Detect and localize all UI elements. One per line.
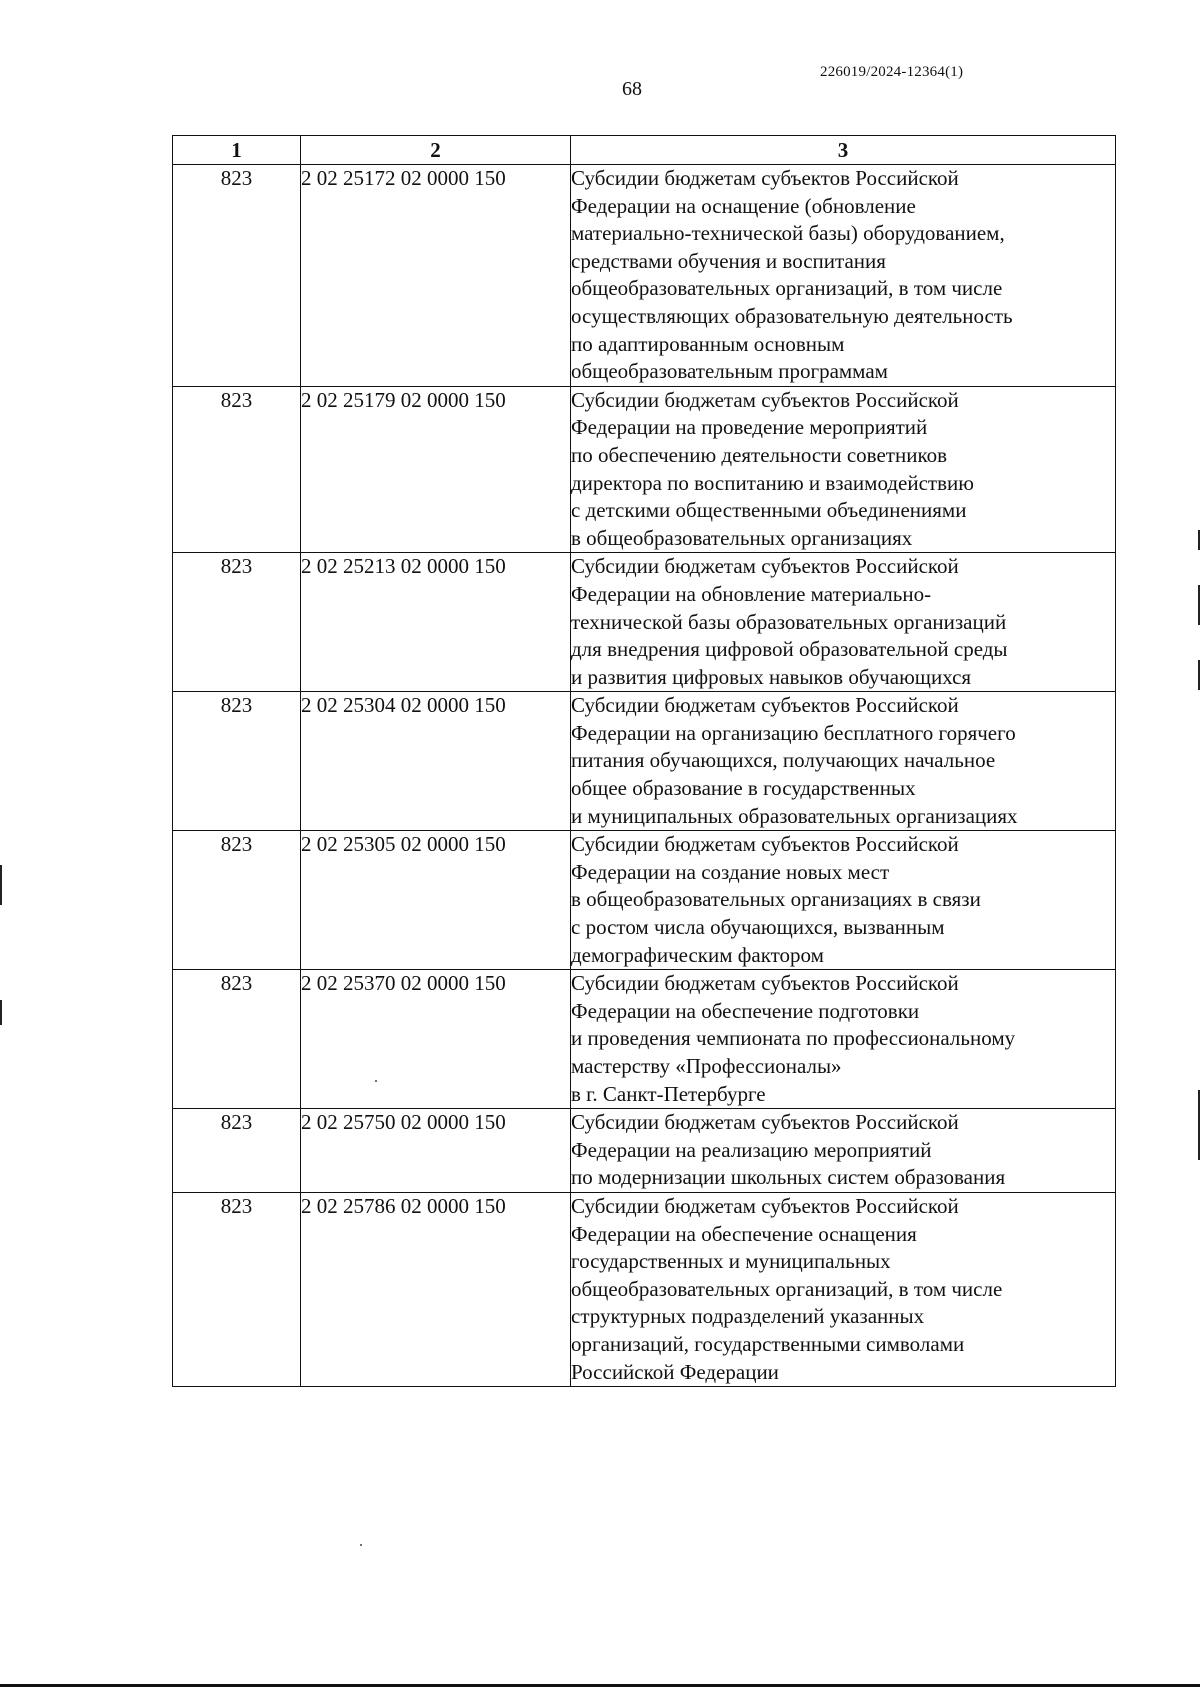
table-row (173, 1109, 1116, 1193)
revenue-name-cell (571, 970, 1116, 1109)
admin-code-cell: 823 (173, 165, 301, 387)
revenue-name-line: и муниципальных образовательных организациях (571, 803, 1018, 828)
revenue-name-line: Субсидии бюджетам субъектов Российской (571, 1193, 959, 1218)
revenue-name-line: средствами обучения и воспитания (571, 248, 886, 273)
revenue-name-line: структурных подразделений указанных (571, 1304, 925, 1329)
revenue-name-cell (571, 1109, 1116, 1193)
table-row (173, 553, 1116, 692)
revenue-name-line: с детскими общественными объединениями (571, 498, 967, 523)
revenue-name-line: Федерации на создание новых мест (571, 859, 890, 884)
revenue-name-cell (571, 165, 1116, 387)
scan-speck (375, 1080, 377, 1082)
admin-code-cell: 823 (173, 1109, 301, 1193)
revenue-name-cell (571, 386, 1116, 553)
revenue-name-line: общеобразовательных организаций, в том числе (571, 276, 1003, 301)
revenue-name-line: технической базы образовательных организаций (571, 609, 1007, 634)
admin-code-cell: 823 (173, 970, 301, 1109)
admin-code-cell: 823 (173, 831, 301, 970)
admin-code-cell: 823 (173, 692, 301, 831)
budget-code-cell: 2 02 25179 02 0000 150 (301, 386, 571, 553)
revenue-name-cell (571, 1192, 1116, 1386)
budget-code-cell: 2 02 25172 02 0000 150 (301, 165, 571, 387)
budget-code-cell: 2 02 25370 02 0000 150 (301, 970, 571, 1109)
revenue-name-line: в общеобразовательных организациях (571, 525, 913, 550)
revenue-name-line: Федерации на организацию бесплатного горячего (571, 720, 1016, 745)
revenue-name-line: мастерству «Профессионалы» (571, 1054, 842, 1078)
table-row (173, 165, 1116, 387)
revenue-name-line: Субсидии бюджетам субъектов Российской (571, 1110, 959, 1135)
admin-code-cell: 823 (173, 553, 301, 692)
table-row (173, 970, 1116, 1109)
revenue-name-line: и проведения чемпионата по профессиональному (571, 1026, 1016, 1051)
revenue-name-line: Федерации на обновление материально- (571, 581, 932, 606)
column-header-3: 3 (571, 136, 1116, 165)
page-number: 68 (622, 78, 642, 100)
admin-code-cell: 823 (173, 1192, 301, 1386)
scan-edge-mark (0, 865, 2, 905)
revenue-name-line: в г. Санкт-Петербурге (571, 1081, 766, 1106)
table-row (173, 386, 1116, 553)
revenue-name-line: питания обучающихся, получающих начальное (571, 748, 996, 773)
revenue-name-line: осуществляющих образовательную деятельность (571, 303, 1013, 328)
revenue-name-line: Федерации на проведение мероприятий (571, 415, 928, 440)
revenue-name-line: общеобразовательных организаций, в том числе (571, 1276, 1003, 1301)
budget-code-cell: 2 02 25213 02 0000 150 (301, 553, 571, 692)
revenue-name-line: Субсидии бюджетам субъектов Российской (571, 166, 959, 190)
revenue-name-line: директора по воспитанию и взаимодействию (571, 470, 974, 495)
revenue-name-line: общее образование в государственных (571, 776, 916, 801)
revenue-name-line: и развития цифровых навыков обучающихся (571, 664, 972, 689)
revenue-name-line: по обеспечению деятельности советников (571, 442, 948, 467)
revenue-name-line: Субсидии бюджетам субъектов Российской (571, 832, 959, 857)
revenue-name-line: материально-технической базы) оборудованием, (571, 221, 1005, 246)
table-row (173, 831, 1116, 970)
budget-code-cell: 2 02 25304 02 0000 150 (301, 692, 571, 831)
revenue-name-line: Субсидии бюджетам субъектов Российской (571, 693, 959, 718)
admin-code-cell: 823 (173, 386, 301, 553)
revenue-name-line: Российской Федерации (571, 1359, 779, 1384)
revenue-name-line: для внедрения цифровой образовательной среды (571, 637, 1008, 662)
revenue-name-line: Субсидии бюджетам субъектов Российской (571, 554, 959, 579)
revenue-name-line: демографическим фактором (571, 942, 824, 967)
budget-code-cell: 2 02 25786 02 0000 150 (301, 1192, 571, 1386)
scan-speck (360, 1544, 362, 1546)
revenue-name-cell (571, 831, 1116, 970)
revenue-name-line: государственных и муниципальных (571, 1249, 891, 1274)
revenue-name-line: Субсидии бюджетам субъектов Российской (571, 387, 959, 412)
revenue-name-line: общеобразовательным программам (571, 359, 888, 384)
table-row (173, 1192, 1116, 1386)
budget-code-cell: 2 02 25750 02 0000 150 (301, 1109, 571, 1193)
revenue-name-line: Федерации на обеспечение подготовки (571, 998, 920, 1023)
document-id: 226019/2024-12364(1) (820, 64, 964, 80)
budget-code-cell: 2 02 25305 02 0000 150 (301, 831, 571, 970)
revenue-name-line: с ростом числа обучающихся, вызванным (571, 915, 945, 940)
revenue-name-line: по адаптированным основным (571, 331, 845, 356)
budget-codes-table (172, 135, 1116, 1387)
table-body (173, 165, 1116, 1387)
table-header-row (173, 136, 1116, 165)
revenue-name-line: в общеобразовательных организациях в связи (571, 887, 981, 912)
revenue-name-line: по модернизации школьных систем образования (571, 1165, 1006, 1190)
column-header-2: 2 (301, 136, 571, 165)
revenue-name-cell (571, 553, 1116, 692)
revenue-name-line: Федерации на обеспечение оснащения (571, 1221, 917, 1246)
revenue-name-line: Субсидии бюджетам субъектов Российской (571, 971, 959, 996)
revenue-name-line: Федерации на оснащение (обновление (571, 193, 916, 218)
revenue-name-line: организаций, государственными символами (571, 1331, 965, 1356)
column-header-1: 1 (173, 136, 301, 165)
revenue-name-cell (571, 692, 1116, 831)
scan-edge-mark (0, 1000, 2, 1025)
table-row (173, 692, 1116, 831)
revenue-name-line: Федерации на реализацию мероприятий (571, 1137, 932, 1162)
